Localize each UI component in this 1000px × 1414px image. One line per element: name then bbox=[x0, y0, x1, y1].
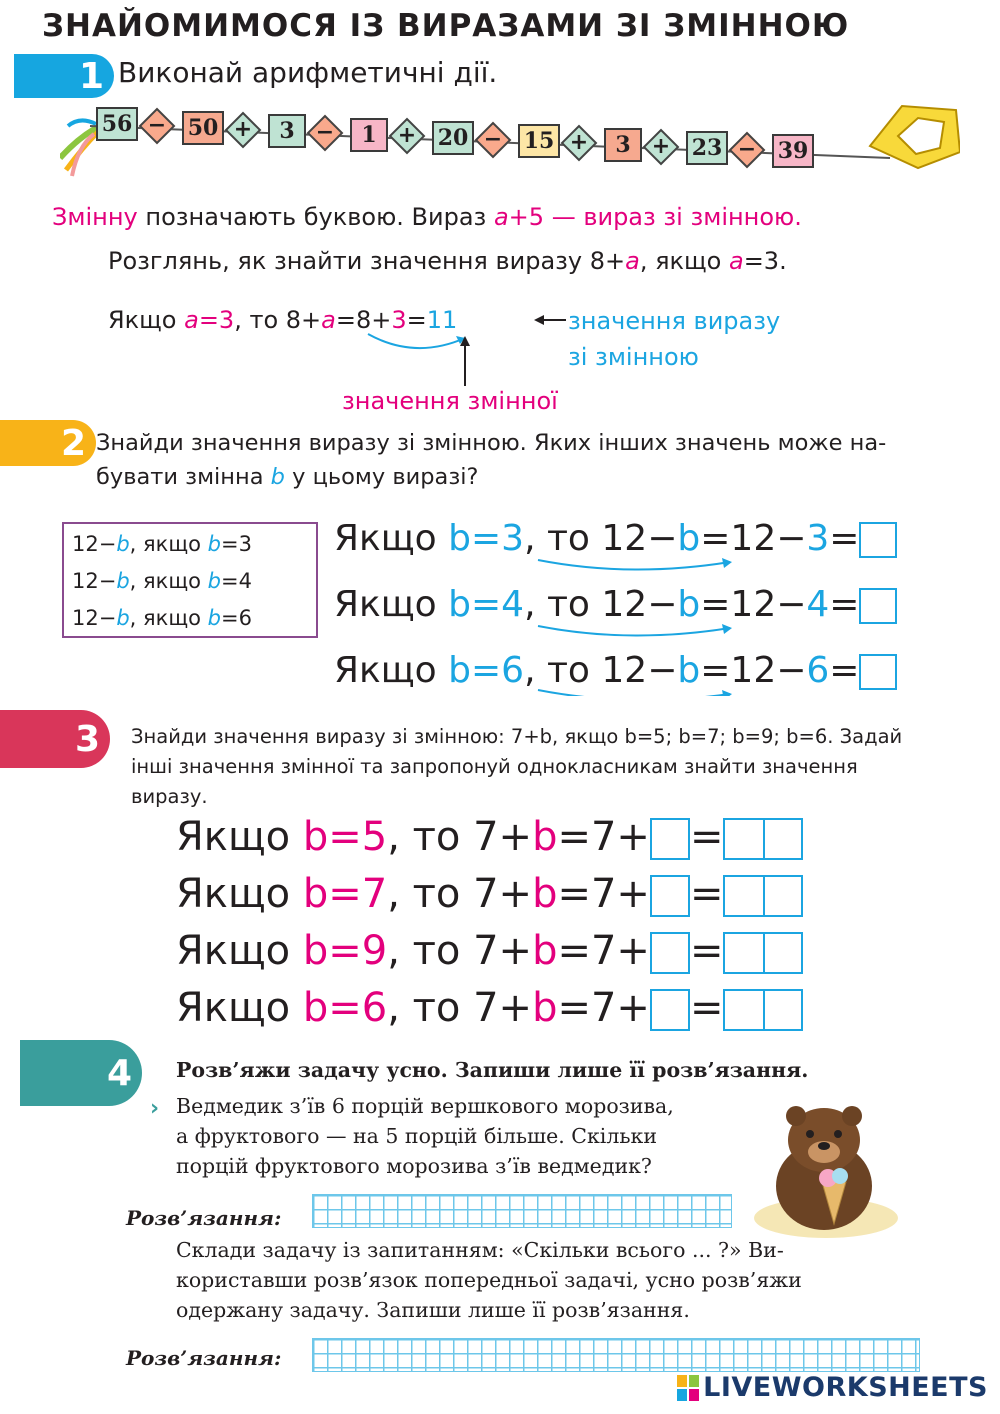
answer-box[interactable] bbox=[650, 989, 690, 1031]
chain-number: 39 bbox=[772, 134, 814, 168]
var-a: a bbox=[625, 247, 640, 275]
word-if: Якщо bbox=[176, 814, 303, 860]
arithmetic-chain bbox=[60, 96, 960, 192]
label-expression-value: значення виразу bbox=[568, 307, 781, 335]
var-b: b bbox=[302, 928, 329, 974]
task-3-row bbox=[176, 871, 803, 917]
var-value: 3 bbox=[806, 518, 830, 559]
chain-number: 1 bbox=[350, 118, 388, 152]
theory-text: Розглянь, як знайти значення виразу 8+ bbox=[108, 247, 626, 275]
task-3-row bbox=[176, 985, 803, 1031]
expr: =7+ bbox=[557, 871, 650, 917]
chain-operator: + bbox=[397, 123, 417, 149]
eq: = bbox=[689, 985, 724, 1031]
answer-box[interactable] bbox=[859, 522, 897, 558]
var-value: 4 bbox=[501, 584, 525, 625]
task-1-badge bbox=[14, 54, 114, 98]
cond: , якщо bbox=[129, 606, 208, 630]
solution-grid[interactable] bbox=[312, 1194, 732, 1228]
var-b: b bbox=[448, 650, 471, 691]
var-b: b bbox=[116, 569, 130, 593]
theory-text: , якщо bbox=[639, 247, 729, 275]
var-b: b bbox=[116, 606, 130, 630]
solution-grid-2[interactable] bbox=[312, 1338, 920, 1372]
var-b: b bbox=[677, 650, 701, 691]
problem-line-3: порцій фруктового морозива з’їв ведмедик? bbox=[176, 1154, 652, 1178]
question-line-1: Склади задачу із запитанням: «Скільки всього ... ?» Ви- bbox=[176, 1238, 784, 1262]
expr: , то 7+ bbox=[387, 928, 533, 974]
label-variable-value: значення змінної bbox=[342, 387, 558, 415]
task-2-text bbox=[96, 426, 986, 494]
chain-operator: − bbox=[483, 126, 503, 152]
var-b: b bbox=[302, 985, 329, 1031]
expr: =12− bbox=[700, 650, 807, 691]
task-3-row bbox=[176, 814, 803, 860]
var-b: b bbox=[302, 871, 329, 917]
eq: = bbox=[829, 518, 860, 559]
answer-box[interactable] bbox=[859, 588, 897, 624]
answer-box-double[interactable] bbox=[723, 932, 803, 974]
task-2-row bbox=[334, 518, 897, 559]
chevron-right-icon: › bbox=[150, 1096, 160, 1121]
task-number: 1 bbox=[78, 55, 104, 97]
task-text: у цьому виразі? bbox=[284, 464, 479, 490]
expr: 12− bbox=[72, 569, 117, 593]
box-row bbox=[72, 563, 308, 600]
eq: = bbox=[471, 584, 502, 625]
expr: 12− bbox=[72, 606, 117, 630]
eq: = bbox=[689, 814, 724, 860]
answer-box-double[interactable] bbox=[723, 989, 803, 1031]
expr: , то 7+ bbox=[387, 871, 533, 917]
example-text: 3 bbox=[391, 306, 407, 334]
expr: , то 7+ bbox=[387, 985, 533, 1031]
task-number: 3 bbox=[74, 718, 100, 760]
theory-text: =3. bbox=[743, 247, 787, 275]
var-b: b bbox=[677, 584, 701, 625]
theory-text: позначають буквою. Вираз bbox=[137, 203, 494, 231]
example-text: Якщо bbox=[108, 306, 185, 334]
expr: , то 7+ bbox=[387, 814, 533, 860]
chain-number: 3 bbox=[268, 114, 306, 148]
var-a: a bbox=[493, 203, 509, 231]
expr: , то 12− bbox=[524, 584, 678, 625]
eq: = bbox=[471, 518, 502, 559]
word-if: Якщо bbox=[176, 985, 303, 1031]
task-2-expressions-box bbox=[62, 522, 318, 638]
var-value: =7 bbox=[328, 871, 388, 917]
expr: , то 12− bbox=[524, 518, 678, 559]
var-b: b bbox=[532, 928, 558, 974]
var-b: b bbox=[448, 584, 471, 625]
theory-line-1 bbox=[52, 203, 802, 231]
chain-operator: − bbox=[147, 113, 167, 139]
answer-box[interactable] bbox=[650, 875, 690, 917]
task-1-text: Виконай арифметичні дії. bbox=[118, 56, 498, 89]
var-value: 6 bbox=[806, 650, 830, 691]
task-3-text: Знайди значення виразу зі змінною: 7+b, якщо b=5; b=7; b=9; b=6. Задай інші значення змінної та запропонуй однокласникам знайти значення виразу. bbox=[131, 725, 903, 808]
val: =6 bbox=[221, 606, 252, 630]
var-b: b bbox=[207, 532, 221, 556]
eq: = bbox=[471, 650, 502, 691]
example-text: =3 bbox=[198, 306, 235, 334]
var-b: b bbox=[116, 532, 130, 556]
cond: , якщо bbox=[129, 569, 208, 593]
var-value: =5 bbox=[328, 814, 388, 860]
theory-definition: — вираз зі змінною. bbox=[544, 203, 802, 231]
logo-icon bbox=[677, 1375, 699, 1401]
var-value: =6 bbox=[328, 985, 388, 1031]
term-variable: Змінну bbox=[52, 203, 138, 231]
var-b: b bbox=[270, 464, 285, 490]
chain-number: 15 bbox=[518, 124, 560, 158]
example-text: =8+ bbox=[335, 306, 392, 334]
val: =4 bbox=[221, 569, 252, 593]
var-b: b bbox=[677, 518, 701, 559]
word-if: Якщо bbox=[334, 584, 449, 625]
solution-label: Розв’язання: bbox=[126, 1206, 282, 1230]
word-if: Якщо bbox=[176, 928, 303, 974]
chain-operator: − bbox=[315, 120, 335, 146]
logo-text: LIVEWORKSHEETS bbox=[703, 1372, 988, 1403]
expr: =7+ bbox=[557, 985, 650, 1031]
var-b: b bbox=[302, 814, 329, 860]
var-b: b bbox=[532, 814, 558, 860]
answer-box[interactable] bbox=[650, 818, 690, 860]
question-line-2: користавши розв’язок попередньої задачі, усно розв’яжи bbox=[176, 1268, 802, 1292]
answer-box[interactable] bbox=[859, 654, 897, 690]
chain-operator: + bbox=[233, 116, 253, 142]
chain-number: 56 bbox=[96, 107, 138, 141]
theory-text: +5 bbox=[508, 203, 545, 231]
arrow-left-icon bbox=[532, 312, 568, 328]
var-b: b bbox=[448, 518, 471, 559]
answer-box-double[interactable] bbox=[723, 818, 803, 860]
chain-operator: + bbox=[651, 133, 671, 159]
var-value: =9 bbox=[328, 928, 388, 974]
word-if: Якщо bbox=[334, 518, 449, 559]
task-number: 2 bbox=[60, 422, 86, 464]
label-expression-value-2: зі змінною bbox=[568, 343, 699, 371]
expr: =7+ bbox=[557, 814, 650, 860]
theory-arrows bbox=[360, 330, 570, 390]
liveworksheets-logo bbox=[677, 1372, 988, 1403]
chain-number: 3 bbox=[604, 128, 642, 162]
task-text: бувати змінна bbox=[96, 464, 271, 490]
cond: , якщо bbox=[129, 532, 208, 556]
chain-number: 50 bbox=[182, 111, 224, 145]
var-a: a bbox=[728, 247, 744, 275]
problem-line-1: Ведмедик з’їв 6 порцій вершкового морозива, bbox=[176, 1094, 674, 1118]
task-2-arrows bbox=[530, 556, 760, 696]
expr: =12− bbox=[700, 584, 807, 625]
var-b: b bbox=[532, 985, 558, 1031]
var-a: a bbox=[321, 306, 336, 334]
eq: = bbox=[829, 584, 860, 625]
task-2-line-1: Знайди значення виразу зі змінною. Яких інших значень може на- bbox=[96, 430, 887, 456]
chain-operator: + bbox=[569, 130, 589, 156]
answer-box-double[interactable] bbox=[723, 875, 803, 917]
answer-box[interactable] bbox=[650, 932, 690, 974]
box-row bbox=[72, 600, 308, 637]
task-2-line-2 bbox=[96, 460, 986, 494]
task-2-badge bbox=[0, 420, 96, 466]
solution-label-2: Розв’язання: bbox=[126, 1346, 282, 1370]
eq: = bbox=[689, 871, 724, 917]
expr: , то 12− bbox=[524, 650, 678, 691]
box-row bbox=[72, 526, 308, 563]
expr: 12− bbox=[72, 532, 117, 556]
chain-number: 23 bbox=[686, 131, 728, 165]
page-title: ЗНАЙОМИМОСЯ ІЗ ВИРАЗАМИ ЗІ ЗМІННОЮ bbox=[42, 8, 850, 44]
var-value: 6 bbox=[501, 650, 525, 691]
task-number: 4 bbox=[106, 1052, 132, 1094]
question-line-3: одержану задачу. Запиши лише її розв’язання. bbox=[176, 1298, 690, 1322]
var-a: a bbox=[184, 306, 199, 334]
chain-number: 20 bbox=[432, 121, 474, 155]
var-value: 3 bbox=[501, 518, 525, 559]
var-value: 4 bbox=[806, 584, 830, 625]
task-4-intro: Розв’яжи задачу усно. Запиши лише її розв’язання. bbox=[176, 1058, 809, 1082]
task-3-row bbox=[176, 928, 803, 974]
word-if: Якщо bbox=[334, 650, 449, 691]
var-b: b bbox=[207, 606, 221, 630]
example-text: , то 8+ bbox=[234, 306, 322, 334]
expr: =12− bbox=[700, 518, 807, 559]
example-text: = bbox=[406, 306, 427, 334]
theory-line-2 bbox=[108, 247, 787, 275]
expr: =7+ bbox=[557, 928, 650, 974]
var-b: b bbox=[532, 871, 558, 917]
var-b: b bbox=[207, 569, 221, 593]
word-if: Якщо bbox=[176, 871, 303, 917]
bear-illustration bbox=[752, 1098, 900, 1240]
task-4-badge bbox=[20, 1040, 142, 1106]
val: =3 bbox=[221, 532, 252, 556]
eq: = bbox=[689, 928, 724, 974]
chain-operator: − bbox=[737, 136, 757, 162]
task-3-badge bbox=[0, 710, 110, 768]
example-result: 11 bbox=[426, 306, 458, 334]
eq: = bbox=[829, 650, 860, 691]
problem-line-2: а фруктового — на 5 порцій більше. Скільки bbox=[176, 1124, 657, 1148]
